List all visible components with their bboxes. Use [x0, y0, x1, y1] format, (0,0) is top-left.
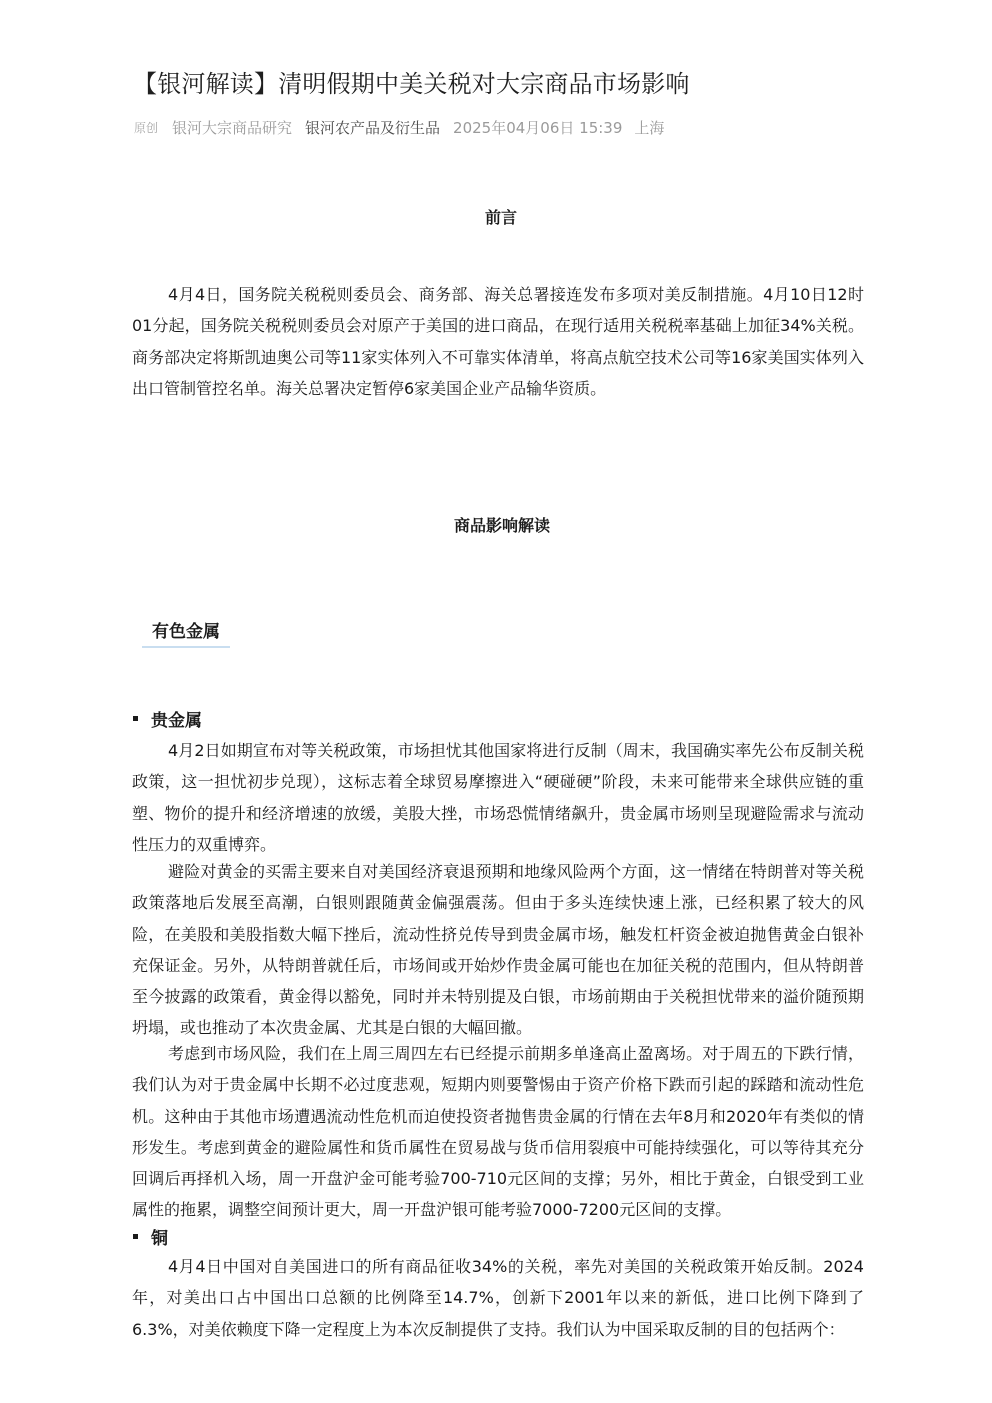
precious-metals-paragraph-2: 避险对黄金的买需主要来自对美国经济衰退预期和地缘风险两个方面，这一情绪在特朗普对等关税政策落地后发展至高潮，白银则跟随黄金偏强震荡。但由于多头连续快速上涨，已经积累了较大的风险，在美股和美股指数大幅下挫后，流动性挤兑传导到贵金属市场，触发杠杆资金被迫抛售黄金白银补充保证金。另外，从特朗普就任后，市场间或开始炒作贵金属可能也在加征关税的范围内，但从特朗普至今披露的政策看，黄金得以豁免，同时并未特别提及白银，市场前期由于关税担忧带来的溢价随预期坍塌，或也推动了本次贵金属、尤其是白银的大幅回撤。 — [132, 862, 864, 1038]
commodity-impact-heading: 商品影响解读 — [453, 516, 550, 535]
preface-heading: 前言 — [484, 208, 517, 227]
account-name-link[interactable]: 银河农产品及衍生品 — [305, 118, 441, 137]
article-title: 【银河解读】清明假期中美关税对大宗商品市场影响 — [133, 70, 690, 98]
precious-metals-label: 贵金属 — [151, 710, 202, 731]
publish-location: 上海 — [634, 118, 665, 137]
bullet-square-icon — [133, 1234, 138, 1239]
bullet-square-icon — [133, 716, 138, 721]
article-meta — [134, 115, 664, 139]
original-tag: 原创 — [134, 120, 159, 135]
publish-time: 2025年04月06日 15:39 — [453, 118, 623, 137]
precious-metals-paragraph-3: 考虑到市场风险，我们在上周三周四左右已经提示前期多单逢高止盈离场。对于周五的下跌行情，我们认为对于贵金属中长期不必过度悲观，短期内则要警惕由于资产价格下跌而引起的踩踏和流动性危机。这种由于其他市场遭遇流动性危机而迫使投资者抛售贵金属的行情在去年8月和2020年有类似的情形发生。考虑到黄金的避险属性和货币属性在贸易战与货币信用裂痕中可能持续强化，可以等待其充分回调后再择机入场，周一开盘沪金可能考验700-710元区间的支撑；另外，相比于黄金，白银受到工业属性的拖累，调整空间预计更大，周一开盘沪银可能考验7000-7200元区间的支撑。 — [132, 1044, 864, 1220]
author-source: 银河大宗商品研究 — [172, 118, 293, 137]
copper-label: 铜 — [151, 1228, 168, 1249]
preface-paragraph: 4月4日，国务院关税税则委员会、商务部、海关总署接连发布多项对美反制措施。4月10日12时01分起，国务院关税税则委员会对原产于美国的进口商品，在现行适用关税税率基础上加征34%关税。商务部决定将斯凯迪奥公司等11家实体列入不可靠实体清单，将高点航空技术公司等16家美国实体列入出口管制管控名单。海关总署决定暂停6家美国企业产品输华资质。 — [132, 285, 864, 398]
precious-metals-paragraph-1: 4月2日如期宣布对等关税政策，市场担忧其他国家将进行反制（周末，我国确实率先公布反制关税政策，这一担忧初步兑现），这标志着全球贸易摩擦进入“硬碰硬”阶段，未来可能带来全球供应链的重塑、物价的提升和经济增速的放缓，美股大挫，市场恐慌情绪飙升，贵金属市场则呈现避险需求与流动性压力的双重博弈。 — [132, 741, 864, 854]
precious-metals-heading — [133, 705, 202, 731]
copper-heading — [133, 1223, 168, 1249]
copper-paragraph-1: 4月4日中国对自美国进口的所有商品征收34%的关税，率先对美国的关税政策开始反制。2024年，对美出口占中国出口总额的比例降至14.7%，创新下2001年以来的新低，进口比例下降到了6.3%，对美依赖度下降一定程度上为本次反制提供了支持。我们认为中国采取反制的目的包括两个： — [132, 1257, 864, 1339]
nonferrous-metals-label: 有色金属 — [152, 622, 220, 642]
section-underline — [142, 646, 230, 648]
